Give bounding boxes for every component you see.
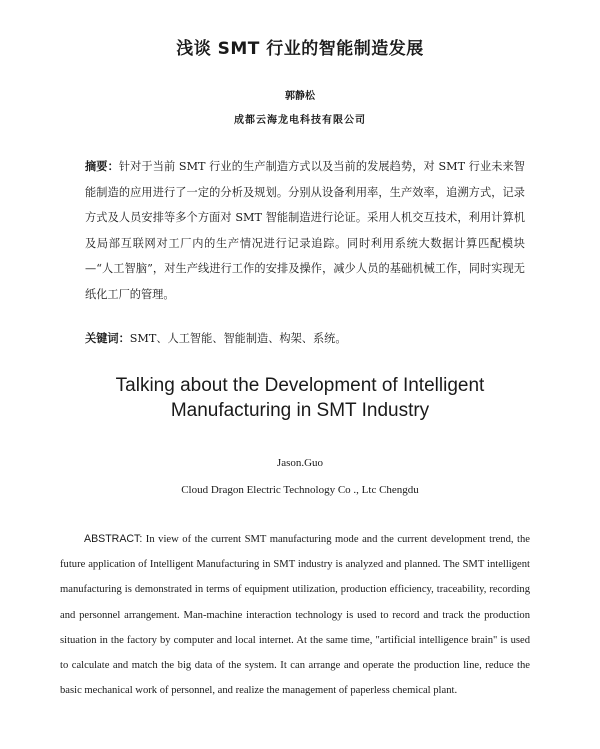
chinese-title: 浅谈 SMT 行业的智能制造发展 [176,39,424,59]
chinese-author: 郭静松 [285,91,315,102]
english-author: Jason.Guo [276,457,324,469]
english-title [0,373,600,423]
chinese-keywords [85,330,525,346]
chinese-abstract-label: 摘要： [85,160,119,173]
english-abstract [60,527,530,703]
english-affiliation: Cloud Dragon Electric Technology Co ., Ltc Chengdu [181,484,419,496]
chinese-abstract-text: 针对于当前 SMT 行业的生产制造方式以及当前的发展趋势，对 SMT 行业未来智能制造的应用进行了一定的分析及规划。分别从设备利用率，生产效率，追溯方式，记录方式及人员安排等多个方面对 SMT 智能制造进行论证。采用人机交互技术，利用计算机及局部互联网对工厂内的生产情况进行记录追踪。同时利用系统大数据计算匹配模块—“人工智脑”，对生产线进行工作的安排及操作，减少人员的基础机械工作，同时实现无纸化工厂的管理。 [85,160,525,301]
chinese-keywords-label: 关键词： [85,332,130,345]
english-title-line-1: Talking about the Development of Intelligent [115,375,485,396]
chinese-affiliation: 成都云海龙电科技有限公司 [234,115,366,126]
english-abstract-text: In view of the current SMT manufacturing mode and the current development trend, the future application of Intelligent Manufacturing in SMT industry is analyzed and planned. The SMT intelligent manufacturing is demonstrated in terms of equipment utilization, production efficiency, traceability, recording and personnel arrangement. Man-machine interaction technology is used to record and track the production situation in the factory by computer and local internet. At the same time, "artificial intelligence brain" is used to calculate and match the big data of the system. It can arrange and operate the production line, reduce the basic mechanical work of personnel, and realize the management of paperless chemical plant. [60,534,530,697]
english-abstract-label: ABSTRACT: [84,533,143,545]
chinese-keywords-text: SMT、人工智能、智能制造、构架、系统。 [129,332,347,345]
english-title-line-2: Manufacturing in SMT Industry [170,400,430,421]
chinese-abstract [85,154,525,307]
